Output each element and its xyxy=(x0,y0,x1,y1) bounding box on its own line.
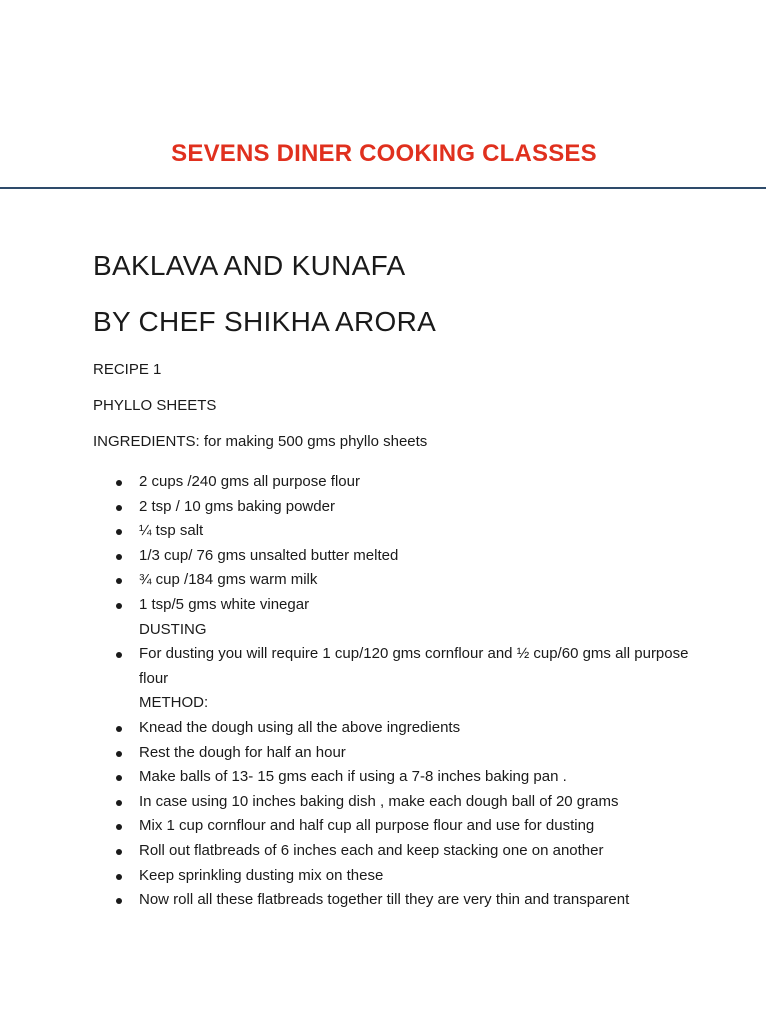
header-title: SEVENS DINER COOKING CLASSES xyxy=(171,140,597,167)
recipe-label: RECIPE 1 xyxy=(93,361,162,378)
header-divider xyxy=(0,187,766,189)
ingredient-item: 1 tsp/5 gms white vinegar xyxy=(93,593,693,618)
recipe-list xyxy=(93,470,693,913)
document-author: BY CHEF SHIKHA ARORA xyxy=(93,306,437,337)
method-heading: METHOD: xyxy=(139,694,209,712)
method-step: Keep sprinkling dusting mix on these xyxy=(93,864,693,889)
method-step: Rest the dough for half an hour xyxy=(93,741,693,766)
method-step: Mix 1 cup cornflour and half cup all purpose flour and use for dusting xyxy=(93,814,693,839)
dusting-heading: DUSTING xyxy=(139,620,207,638)
dusting-item: For dusting you will require 1 cup/120 gms cornflour and ½ cup/60 gms all purpose flour xyxy=(93,642,693,691)
method-step: Knead the dough using all the above ingredients xyxy=(93,716,693,741)
ingredient-item: 2 tsp / 10 gms baking powder xyxy=(93,495,693,520)
method-step: In case using 10 inches baking dish , make each dough ball of 20 grams xyxy=(93,790,693,815)
recipe-name: PHYLLO SHEETS xyxy=(93,397,217,414)
ingredient-item: ¾ cup /184 gms warm milk xyxy=(93,568,693,593)
ingredient-item: 1/3 cup/ 76 gms unsalted butter melted xyxy=(93,544,693,569)
ingredients-intro: INGREDIENTS: for making 500 gms phyllo sheets xyxy=(93,433,428,450)
document-title: BAKLAVA AND KUNAFA xyxy=(93,250,406,281)
ingredient-item: ¼ tsp salt xyxy=(93,519,693,544)
method-step: Make balls of 13- 15 gms each if using a 7-8 inches baking pan . xyxy=(93,765,693,790)
method-step: Now roll all these flatbreads together till they are very thin and transparent xyxy=(93,888,693,913)
ingredient-item: 2 cups /240 gms all purpose flour xyxy=(93,470,693,495)
method-step: Roll out flatbreads of 6 inches each and keep stacking one on another xyxy=(93,839,693,864)
